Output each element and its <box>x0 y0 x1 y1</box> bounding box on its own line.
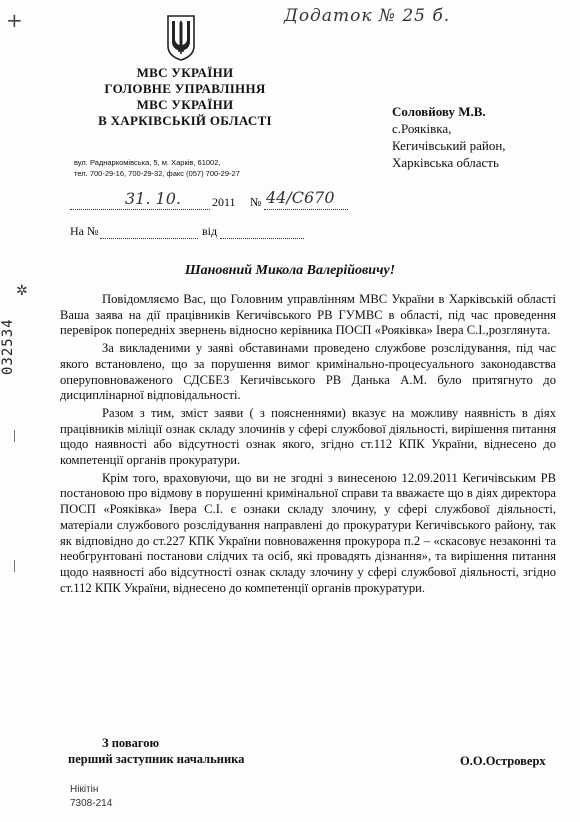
sender-phones: тел. 700-29-16, 700-29-32, факс (057) 700-29-27 <box>74 169 240 178</box>
recipient-line: Кегичівський район, <box>392 138 506 153</box>
outgoing-number-label: № <box>250 195 262 209</box>
outgoing-number: 44/С670 <box>266 188 335 207</box>
executor-name: Нікітін <box>70 784 99 795</box>
outgoing-date: 31. 10. <box>125 189 181 208</box>
letter-body <box>60 292 556 598</box>
margin-scratch-mark <box>14 560 21 572</box>
salutation: Шановний Микола Валерійовичу! <box>184 263 396 278</box>
corner-handwritten-mark: + <box>6 8 23 32</box>
trident-emblem-icon <box>166 12 196 62</box>
incoming-date-line <box>220 238 304 239</box>
recipient-line: с.Рояківка, <box>392 121 452 136</box>
org-line: ГОЛОВНЕ УПРАВЛІННЯ <box>104 81 266 96</box>
signature-closing: З повагою <box>102 736 160 750</box>
date-underline <box>70 209 210 210</box>
sender-address: вул. Раднаркомівська, 5, м. Харків, 61002, <box>74 158 221 167</box>
signature-position: перший заступник начальника <box>68 752 245 766</box>
body-paragraph: Крім того, враховуючи, що ви не згодні з винесеною 12.09.2011 Кегичівським РВ постановою про відмову в порушенні кримінальної справи та вважаєте що в діях директора ПОСП «Рояківка» Івера С.І. є ознаки складу злочину, у сфері службової діяльності, матеріали службового розслідування направлені до прокуратури Кегичівського району, так як відповідно до ст.227 КПК України повноваження прокурора п.2 – «скасовує незаконні та необгрунтовані постанови слідчих та осіб, які провадять дізнання», та вирішення питання щодо наявності або відсутності ознак складу злочину у сфері службової діяльності, згідно ст.112 КПК України, віднесено до компетенції органів прокуратури. <box>60 470 556 595</box>
number-underline <box>264 209 348 210</box>
registration-number-stamp: 032534 <box>0 318 16 375</box>
recipient-line: Харківська область <box>392 155 499 170</box>
incoming-number-label: На № <box>70 224 99 238</box>
outgoing-year: 2011 <box>212 195 236 209</box>
org-line: МВС УКРАЇНИ <box>136 65 234 80</box>
incoming-date-label: від <box>202 224 218 238</box>
sender-contacts <box>74 157 240 179</box>
outgoing-reference <box>70 188 350 218</box>
incoming-reference <box>70 224 310 242</box>
incoming-number-line <box>100 238 198 239</box>
margin-scratch-mark <box>14 430 21 442</box>
org-line: МВС УКРАЇНИ <box>136 97 234 112</box>
body-paragraph: За викладеними у заяві обставинами проведено службове розслідування, під час якого встановлено, що за порушення вимог кримінально-процесуального законодавства оперуповноваженого СДСБЕЗ Кегичівського РВ Данька А.М. було притягнуто до дисциплінарної відповідальності. <box>60 341 556 403</box>
org-line: В ХАРКІВСЬКІЙ ОБЛАСТІ <box>98 113 272 128</box>
body-paragraph: Повідомляємо Вас, що Головним управлінням МВС України в Харківській області Ваша заява на дії працівників Кегичівського РВ ГУМВС в області, під час проведення перевірок попередніх звернень відносно керівника ПОСП «Рояківка» Івера С.І.,розглянута. <box>60 292 556 338</box>
executor-phone: 7308-214 <box>70 798 113 809</box>
executor-info <box>70 783 112 811</box>
signature-name: О.О.Островерх <box>460 754 546 768</box>
body-paragraph: Разом з тим, зміст заяви ( з поясненнями) вказує на можливу наявність в діях працівників міліції ознак складу злочинів у сфері службової діяльності, вирішення питання щодо наявності або відсутності ознак якого, згідно ст.112 КПК України, віднесено до компетенції органів прокуратури. <box>60 405 556 468</box>
registration-stamp-dot: ✲ <box>16 284 28 299</box>
sender-organization <box>70 65 300 129</box>
recipient-name: Соловйову М.В. <box>392 104 486 119</box>
recipient-block <box>392 103 506 171</box>
attachment-note: Додаток № 25 б. <box>284 6 451 26</box>
